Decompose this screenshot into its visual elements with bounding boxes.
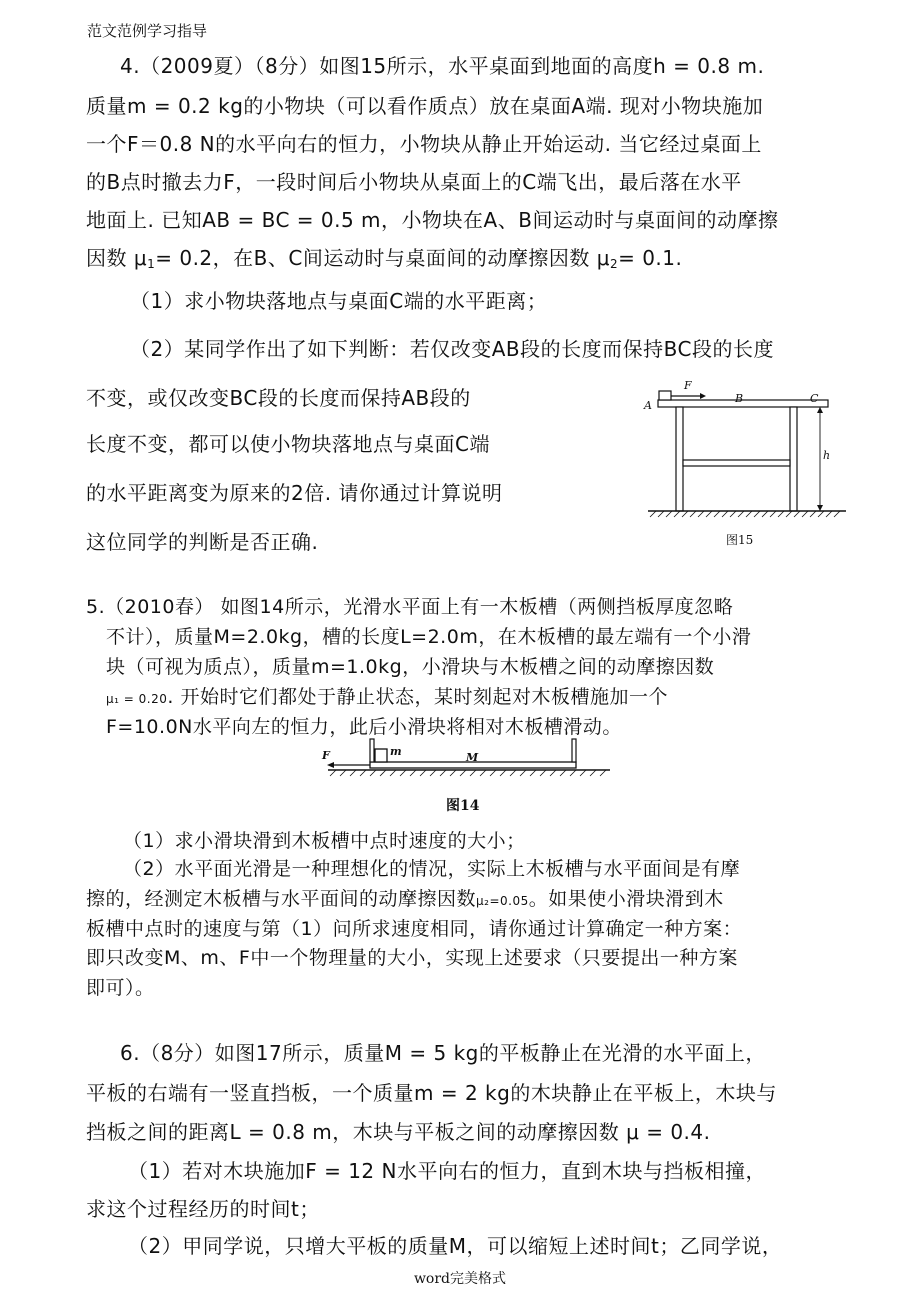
figure-14-caption: 图14 xyxy=(446,798,480,814)
p6-question-1-line-2: 求这个过程经历的时间t； xyxy=(86,1197,320,1221)
p4-line-6: 因数 $\mu_1= 0.2$，在B、C间运动时与桌面间的动摩擦因数 $\mu_2= 0.1$. xyxy=(86,246,683,271)
p5-question-2-line-3: 板槽中点时的速度与第（1）问所求速度相同，请你通过计算确定一种方案： xyxy=(86,918,743,940)
p5-line-1: 5.（2010春） 如图14所示，光滑水平面上有一木板槽（两侧挡板厚度忽略 xyxy=(86,596,734,618)
p4-question-2-line-4: 的水平距离变为原来的2倍. 请你通过计算说明 xyxy=(86,481,503,505)
label-B: B xyxy=(735,392,744,405)
p5-question-1: （1）求小滑块滑到木板槽中点时速度的大小； xyxy=(123,830,526,852)
p5-question-2-line-4: 即只改变M、m、F中一个物理量的大小，实现上述要求（只要提出一种方案 xyxy=(86,947,738,969)
p6-question-2: （2）甲同学说，只增大平板的质量M，可以缩短上述时间t；乙同学说， xyxy=(128,1234,783,1258)
p5-question-2-line-5: 即可）。 xyxy=(86,977,155,999)
p6-question-1: （1）若对木块施加F = 12 N水平向右的恒力，直到木块与挡板相撞， xyxy=(128,1159,766,1183)
label-m: m xyxy=(390,745,402,758)
p6-line-3: 挡板之间的距离L = 0.8 m，木块与平板之间的动摩擦因数 μ = 0.4. xyxy=(86,1120,711,1144)
p5-line-4: μ₁ = 0.20. 开始时它们都处于静止状态，某时刻起对木板槽施加一个 xyxy=(106,686,668,708)
p5-line-2: 不计），质量M=2.0kg，槽的长度L=2.0m，在木板槽的最左端有一个小滑 xyxy=(106,626,752,648)
label-F-14: F xyxy=(322,749,330,762)
block-icon xyxy=(659,391,671,400)
p4-question-2-line-2: 不变，或仅改变BC段的长度而保持AB段的 xyxy=(86,386,471,410)
label-C: C xyxy=(810,392,819,405)
p5-question-2-line-2: 擦的，经测定木板槽与水平面间的动摩擦因数μ₂=0.05。如果使小滑块滑到木 xyxy=(86,888,724,910)
p4-question-2: （2）某同学作出了如下判断：若仅改变AB段的长度而保持BC段的长度 xyxy=(130,337,774,361)
figure-15-caption: 图15 xyxy=(726,533,754,547)
page-header: 范文范例学习指导 xyxy=(87,22,208,40)
p4-line-5: 地面上. 已知AB = BC = 0.5 m，小物块在A、B间运动时与桌面间的动摩擦 xyxy=(86,208,779,232)
figure-15-table-diagram xyxy=(640,375,860,525)
label-h: h xyxy=(823,449,831,462)
p4-line-4: 的B点时撤去力F，一段时间后小物块从桌面上的C端飞出，最后落在水平 xyxy=(86,170,742,194)
slider-block-icon xyxy=(375,749,387,762)
label-F: F xyxy=(684,379,692,392)
p4-line-1: 4.（2009夏）（8分）如图15所示，水平桌面到地面的高度h = 0.8 m. xyxy=(120,54,765,78)
p6-line-1: 6.（8分）如图17所示，质量M = 5 kg的平板静止在光滑的水平面上， xyxy=(120,1041,766,1065)
label-M: M xyxy=(466,751,479,764)
p5-line-3: 块（可视为质点），质量m=1.0kg，小滑块与木板槽之间的动摩擦因数 xyxy=(106,656,715,678)
p4-question-2-line-3: 长度不变，都可以使小物块落地点与桌面C端 xyxy=(86,432,490,456)
p5-line-5: F=10.0N水平向左的恒力，此后小滑块将相对木板槽滑动。 xyxy=(106,716,622,738)
p6-line-2: 平板的右端有一竖直挡板，一个质量m = 2 kg的木块静止在平板上，木块与 xyxy=(86,1081,777,1105)
p4-question-1: （1）求小物块落地点与桌面C端的水平距离； xyxy=(130,289,548,313)
p5-question-2: （2）水平面光滑是一种理想化的情况，实际上木板槽与水平面间是有摩 xyxy=(123,858,741,880)
p4-line-2: 质量m = 0.2 kg的小物块（可以看作质点）放在桌面A端. 现对小物块施加 xyxy=(86,94,764,118)
p4-line-3: 一个F＝0.8 N的水平向右的恒力，小物块从静止开始运动. 当它经过桌面上 xyxy=(86,132,762,156)
p4-question-2-line-5: 这位同学的判断是否正确. xyxy=(86,530,319,554)
label-A: A xyxy=(644,399,652,412)
page-footer: word完美格式 xyxy=(413,1271,507,1287)
figure-14-board-diagram xyxy=(318,735,618,780)
